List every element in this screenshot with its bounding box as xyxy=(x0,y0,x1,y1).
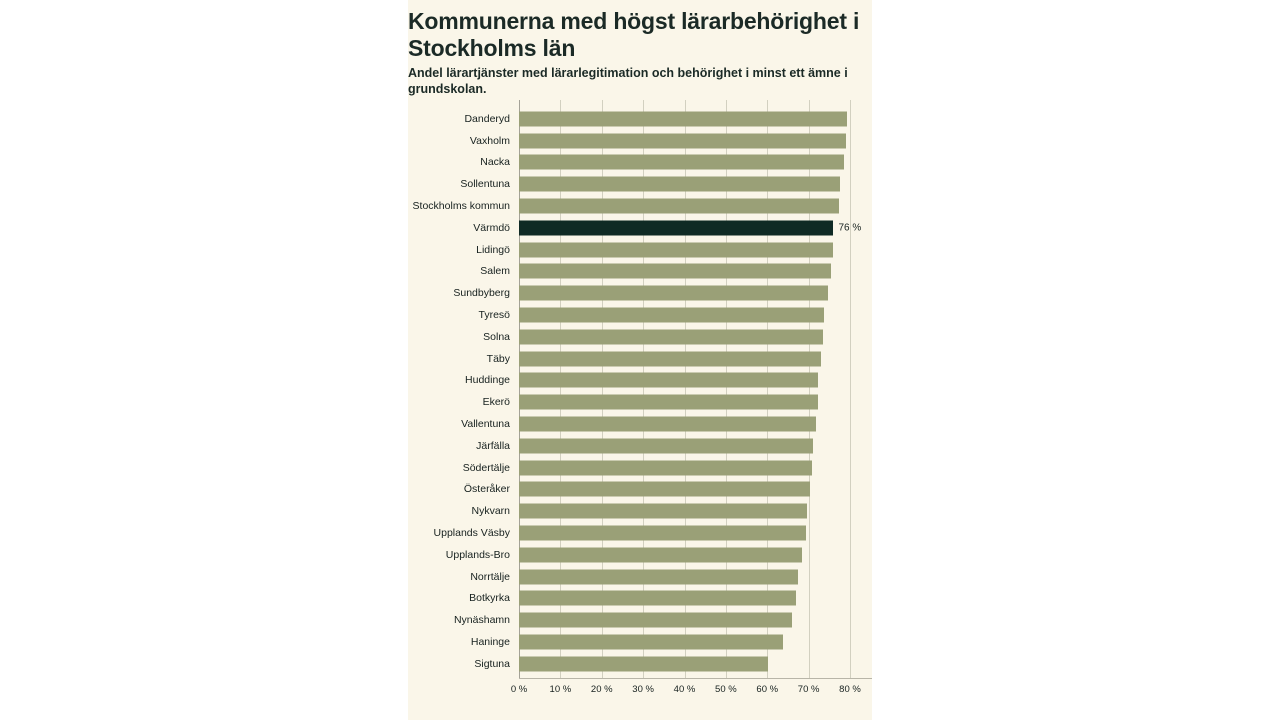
bar-track xyxy=(519,261,872,283)
bar-track xyxy=(519,500,872,522)
bar-row xyxy=(408,152,872,174)
bar-row xyxy=(408,631,872,653)
bar-row xyxy=(408,544,872,566)
bar-category-label: Värmdö xyxy=(473,221,510,234)
bar-row xyxy=(408,326,872,348)
bar xyxy=(519,264,831,279)
x-axis-tick-label: 0 % xyxy=(510,684,528,695)
x-axis xyxy=(510,678,872,702)
bar-track xyxy=(519,609,872,631)
bar-category-label: Tyresö xyxy=(478,309,510,322)
bar-track xyxy=(519,239,872,261)
bar-track xyxy=(519,304,872,326)
bar-row xyxy=(408,391,872,413)
chart-subtitle: Andel lärartjänster med lärarlegitimation och behörighet i minst ett ämne i grundskolan. xyxy=(408,66,848,96)
bar-track xyxy=(519,479,872,501)
bar xyxy=(519,504,807,519)
bar-track xyxy=(519,152,872,174)
x-axis-tick-label: 30 % xyxy=(632,684,654,695)
bar-category-label: Sollentuna xyxy=(460,178,510,191)
bar xyxy=(519,286,828,301)
bar-category-label: Danderyd xyxy=(464,112,510,125)
bar-row xyxy=(408,479,872,501)
bar-category-label: Upplands-Bro xyxy=(445,548,510,561)
bar-category-label: Ekerö xyxy=(482,396,510,409)
bar-category-label: Täby xyxy=(486,352,510,365)
bar-row xyxy=(408,173,872,195)
bar-row xyxy=(408,435,872,457)
bar xyxy=(519,242,833,257)
bar-track xyxy=(519,130,872,152)
bar-track xyxy=(519,391,872,413)
bar xyxy=(519,395,818,410)
bar-track xyxy=(519,522,872,544)
bar-track xyxy=(519,173,872,195)
bar xyxy=(519,155,844,170)
bar-category-label: Lidingö xyxy=(476,243,510,256)
bar-track xyxy=(519,588,872,610)
bar xyxy=(519,569,798,584)
bar-track xyxy=(519,413,872,435)
bar-row xyxy=(408,195,872,217)
bar-row xyxy=(408,370,872,392)
bar-track xyxy=(519,195,872,217)
bar xyxy=(519,438,813,453)
bar xyxy=(519,656,768,671)
bar-row xyxy=(408,522,872,544)
bar-category-label: Huddinge xyxy=(465,374,510,387)
bar-row xyxy=(408,130,872,152)
bar xyxy=(519,329,823,344)
bar-category-label: Solna xyxy=(483,330,510,343)
x-axis-tick-label: 60 % xyxy=(756,684,779,695)
bar-row xyxy=(408,500,872,522)
bar-row xyxy=(408,588,872,610)
bar xyxy=(519,460,812,475)
bar xyxy=(519,351,821,366)
bar xyxy=(519,526,806,541)
bar-track xyxy=(519,653,872,675)
bar-category-label: Norrtälje xyxy=(470,570,510,583)
bar xyxy=(519,482,810,497)
bar-track xyxy=(519,370,872,392)
bar-category-label: Nykvarn xyxy=(471,505,510,518)
bar-row xyxy=(408,282,872,304)
bar-track xyxy=(519,544,872,566)
bar-category-label: Stockholms kommun xyxy=(412,200,510,213)
x-axis-tick-label: 70 % xyxy=(797,684,820,695)
bar-row xyxy=(408,217,872,239)
bar xyxy=(519,111,847,126)
bar-row xyxy=(408,108,872,130)
x-axis-tick-label: 50 % xyxy=(715,684,737,695)
chart-panel xyxy=(408,0,872,720)
bar-category-label: Salem xyxy=(480,265,510,278)
bar-track xyxy=(519,282,872,304)
bar-row xyxy=(408,261,872,283)
bar xyxy=(519,308,824,323)
bar xyxy=(519,177,840,192)
bar-category-label: Österåker xyxy=(463,483,510,496)
bar-category-label: Nynäshamn xyxy=(453,614,510,627)
x-axis-tick-label: 80 % xyxy=(839,684,861,695)
bar-row xyxy=(408,348,872,370)
bar-category-label: Botkyrka xyxy=(469,592,510,605)
bar-track xyxy=(519,326,872,348)
bar-track xyxy=(519,217,872,239)
chart-title: Kommunerna med högst lärarbehörighet i Stockholms län xyxy=(408,8,860,61)
bar-row xyxy=(408,566,872,588)
x-axis-tick-label: 10 % xyxy=(549,684,572,695)
bar-category-label: Vaxholm xyxy=(469,134,510,147)
chart-plot-area xyxy=(408,100,872,700)
bar xyxy=(519,613,792,628)
bar-track xyxy=(519,566,872,588)
bar xyxy=(519,417,816,432)
bar-category-label: Södertälje xyxy=(462,461,510,474)
chart-header xyxy=(408,0,872,97)
bar xyxy=(519,373,818,388)
bar-category-label: Järfälla xyxy=(476,439,510,452)
bar-row xyxy=(408,457,872,479)
bar-category-label: Upplands Väsby xyxy=(433,527,510,540)
bar-row xyxy=(408,239,872,261)
bar xyxy=(519,199,839,214)
bar-value-label: 76 % xyxy=(838,222,862,234)
bar-track xyxy=(519,348,872,370)
x-axis-line xyxy=(519,678,872,679)
bar-rows xyxy=(408,108,872,675)
bar xyxy=(519,635,783,650)
bar-track xyxy=(519,435,872,457)
bar-category-label: Haninge xyxy=(470,636,510,649)
bar-track xyxy=(519,457,872,479)
bar-row xyxy=(408,609,872,631)
bar-category-label: Nacka xyxy=(480,156,510,169)
bar-row xyxy=(408,653,872,675)
bar-track xyxy=(519,631,872,653)
bar xyxy=(519,133,846,148)
bar-row xyxy=(408,413,872,435)
x-axis-tick-label: 40 % xyxy=(673,684,696,695)
bar-track xyxy=(519,108,872,130)
bar-highlighted xyxy=(519,220,833,235)
bar-category-label: Vallentuna xyxy=(461,418,510,431)
bar xyxy=(519,591,796,606)
bar xyxy=(519,547,802,562)
bar-category-label: Sigtuna xyxy=(474,657,510,670)
bar-row xyxy=(408,304,872,326)
x-axis-tick-label: 20 % xyxy=(590,684,613,695)
bar-category-label: Sundbyberg xyxy=(453,287,510,300)
